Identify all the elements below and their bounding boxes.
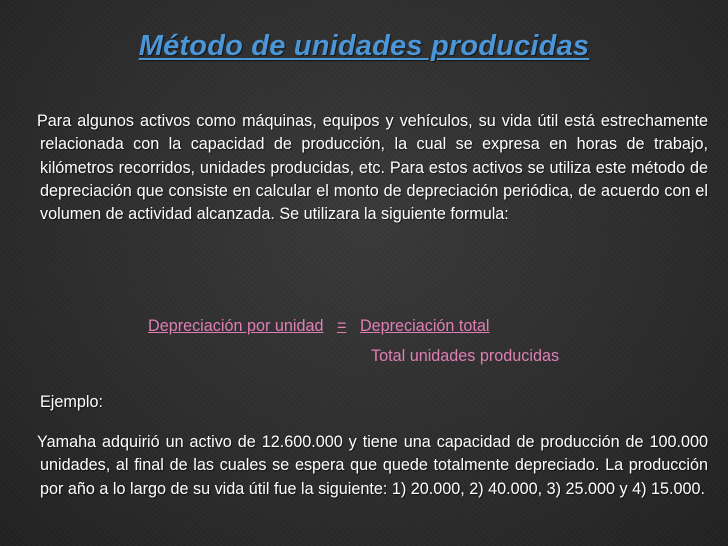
formula-line xyxy=(148,317,490,336)
example-paragraph: Yamaha adquirió un activo de 12.600.000 y tiene una capacidad de producción de 100.000 unidades, al final de las cuales se espera que quede totalmente depreciado. La producción por año a lo largo de su vida útil fue la siguiente: 1) 20.000, 2) 40.000, 3) 25.000 y 4) 15.000. xyxy=(37,433,708,498)
formula-lhs: Depreciación por unidad xyxy=(148,317,324,335)
formula-equals: = xyxy=(336,317,347,335)
example-label: Ejemplo: xyxy=(40,393,103,411)
intro-paragraph: Para algunos activos como máquinas, equipos y vehículos, su vida útil está estrechamente relacionada con la capacidad de producción, la cual se expresa en horas de trabajo, kilómetros recorridos, unidades producidas, etc. Para estos activos se utiliza este método de depreciación que consiste en calcular el monto de depreciación periódica, de acuerdo con el volumen de actividad alcanzada. Se utilizara la siguiente formula: xyxy=(37,112,708,224)
slide-title: Método de unidades producidas xyxy=(138,30,590,62)
formula-denominator: Total unidades producidas xyxy=(371,347,560,365)
formula-numerator: Depreciación total xyxy=(359,317,490,335)
